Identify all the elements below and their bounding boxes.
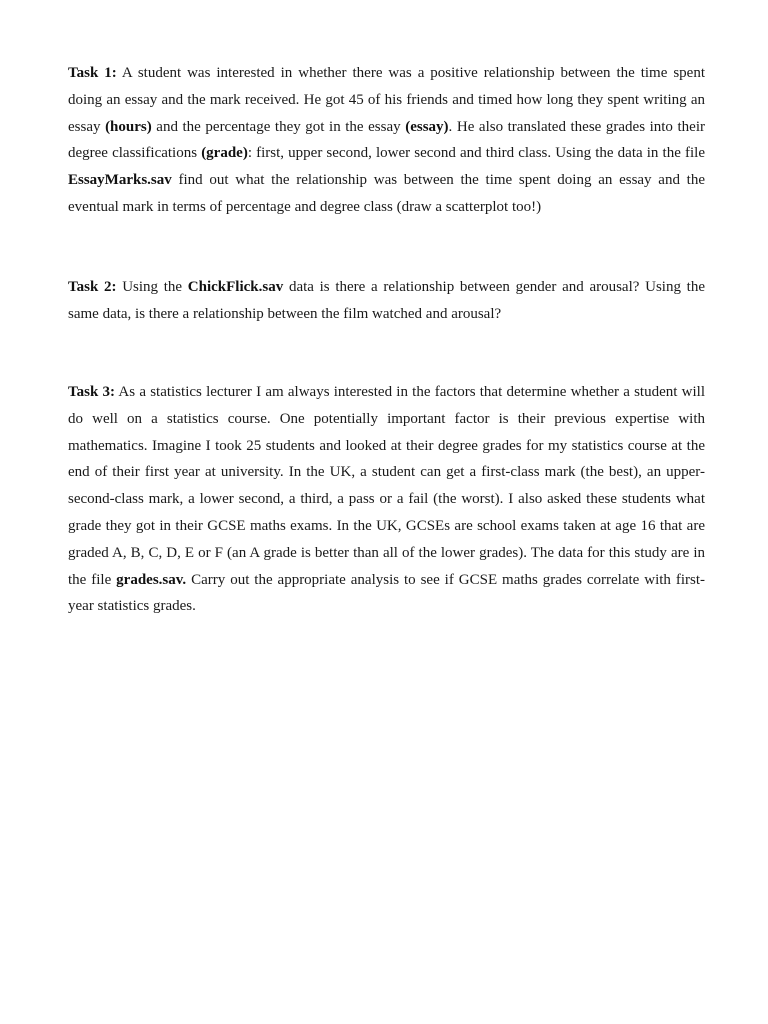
task-3-text: Carry out the appropriate analysis to see if GCSE maths grades correlate with first-year statistics grades. xyxy=(68,571,705,615)
task-1-text: and the percentage they got in the essay xyxy=(151,118,406,135)
file-chickflick: ChickFlick.sav xyxy=(187,279,284,295)
task-1-text: . He also translated these grades into their degree classifications xyxy=(68,118,705,162)
variable-hours: (hours) xyxy=(105,118,152,135)
task-2-text: Using the xyxy=(116,279,188,295)
task-1-label: Task 1: xyxy=(68,65,117,81)
task-2-text: data is there a relationship between gender and arousal? Using the same data, is there a relationship between the film watched and arousal? xyxy=(68,279,705,322)
task-1-text: find out what the relationship was between the time spent doing an essay and the eventual mark in terms of percentage and degree class (draw a scatterplot too!) xyxy=(68,172,705,215)
task-1-text: A student was interested in whether there was a positive relationship between the time spent doing an essay and the mark received. He got 45 of his friends and timed how long they spent writing an essay xyxy=(68,65,705,135)
file-essaymarks: EssayMarks.sav xyxy=(68,172,172,189)
file-grades: grades.sav. xyxy=(116,571,187,588)
task-2-paragraph xyxy=(68,274,705,328)
task-2-label: Task 2: xyxy=(68,279,117,295)
task-3-text: As a statistics lecturer I am always interested in the factors that determine whether a student will do well on a statistics course. One potentially important factor is their previous expertise with mathematics. Imagine I took 25 students and looked at their degree grades for my statistics course at the end of their first year at university. In the UK, a student can get a first-class mark (the best), an upper-second-class mark, a lower second, a third, a pass or a fail (the worst). I also asked these students what grade they got in their GCSE maths exams. In the UK, GCSEs are school exams taken at age 16 that are graded A, B, C, D, E or F (an A grade is better than all of the lower grades). The data for this study are in the file xyxy=(68,384,705,588)
variable-essay: (essay) xyxy=(405,118,449,135)
task-1-text: : first, upper second, lower second and third class. Using the data in the file xyxy=(247,145,705,162)
variable-grade: (grade) xyxy=(201,145,248,162)
task-1-paragraph xyxy=(68,60,705,221)
task-3-label: Task 3: xyxy=(68,384,116,400)
task-3-paragraph xyxy=(68,379,705,620)
